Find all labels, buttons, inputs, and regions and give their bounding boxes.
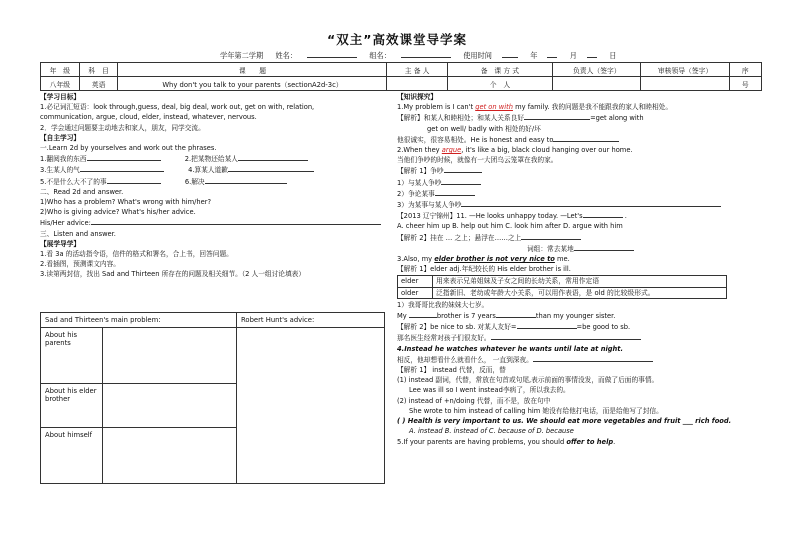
sentence: , it's like a big, black cloud hanging over our home. [461, 146, 633, 155]
method-cell: 个 人 [447, 77, 552, 91]
highlight-word: argue [441, 146, 462, 155]
exam-question: 【2013 辽宁锦州】11. —He looks unhappy today. —Let's [397, 212, 583, 221]
topic-cell: Why don't you talk to your parents（sectionA2d-3c） [118, 77, 387, 91]
sentence: 2.When they [397, 146, 442, 155]
section-heading: 【展学导学】 [40, 239, 81, 248]
guide-line: 1.看 3a 的活动指令语，信件的格式和署名，合上书，回答问题。 [40, 250, 233, 259]
right-column: 【知识探究】 1.My problem is I can't get on with my family. 我的问题是我不能跟我的家人和睦相处。 【解析】和某人和睦相处；和某人关系良好 =get along with get on well/ badly with 相处的好/坏 他很诚实，很容易相处。He is honest and easy to 2.When they argue, it's like a big, black cloud hanging over our home. 当他们争吵的时候，就像有一大团乌云笼罩在我的家。 【解析 1】争吵 1）与某人争吵 2）争论某事 3）为某事与某人争吵 【2013 辽宁锦州】11. —He looks unhappy today. —Let's . A. cheer him up B. help out him C. look him after D. argue with him 【解析 2】挂在 … 之上；悬浮在……之上 词组：常去某地 3.Also, my elder brother is not very nice to me. 【解析 1】elder adj.年纪较长的 His elder brother is ill. elder 用来表示兄弟姐妹及子女之间的长幼关系，常用作定语 older 泛指新旧、老幼或年龄大小关系，可以用作表语，是 old 的比较级形式。 1）我哥哥比我的妹妹大七岁。 My brother is 7 years than my younger sister. 【解析 2】be nice to sb. 对某人友好= =be good to sb. 那名医生经常对孩子们很友好。 4.Instead he watches whatever he wants until late at night. 相反，他却想看什么就看什么， 一直到深夜。 【解析 1】 instead 代替，反而，替 (1) instead 副词，代替，常放在句首或句尾,表示前面的事情没发，而做了后面的事情。 Lee was ill so I went instead李病了，所以我去的。 (2) instead of +n/doing 代替，而不是，放在句中 She wrote to him instead of calling him 她没有给他打电话，而是给他写了封信。 ( ) Health is very important to us. We should eat more vegetables and fruit ___ rich food. A. instead B. instead of C. because of D. because 5.If your parents are having problems, you should offer to help. [397, 92, 767, 447]
row-label: About himself [41, 428, 103, 484]
answer-blank[interactable] [238, 153, 308, 161]
phrase-prompt: 6.解决 [184, 177, 205, 186]
analysis: 【解析】和某人和睦相处；和某人关系良好 [397, 114, 525, 123]
phrase-prompt: 2.把某物还给某人 [184, 155, 238, 164]
group-label: 组名： [369, 51, 391, 60]
answer-blank[interactable] [107, 176, 161, 184]
translation: 相反，他却想看什么就看什么， 一直到深夜。 [397, 355, 533, 364]
answer-cell[interactable] [103, 384, 237, 428]
reviewer-cell [641, 77, 729, 91]
phrase-row [40, 164, 388, 175]
phrase-prompt: 1.翻阅我的东西 [40, 155, 87, 164]
instruction: 二、Read 2d and answer. [40, 187, 124, 196]
analysis: 【解析 2】挂在 … 之上；悬浮在……之上 [397, 233, 522, 242]
header-table [40, 62, 762, 91]
example: Lee was ill so I went instead李病了，所以我去的。 [409, 386, 570, 395]
section-heading: 【自主学习】 [40, 133, 81, 142]
year-label: 年 [530, 51, 538, 60]
note: 词组：常去某地 [527, 244, 574, 253]
header-cell: 年 级 [41, 63, 80, 77]
name-label: 姓名： [275, 51, 298, 60]
answer-blank[interactable] [444, 165, 482, 173]
goal-line: 2．学会通过问题要主动地去和家人，朋友，同学交流。 [40, 123, 205, 132]
question: 2)Who is giving advice? What's his/her advice. [40, 208, 196, 217]
answer-blank[interactable] [435, 188, 475, 196]
definition-cell: 用来表示兄弟姐妹及子女之间的长幼关系，常用作定语 [433, 276, 727, 287]
answer-blank[interactable] [491, 332, 641, 340]
answer-cell[interactable] [103, 328, 237, 384]
highlight-phrase: get on with [475, 103, 513, 112]
example: She wrote to him instead of calling him 她没有给他打电话，而是给他写了封信。 [409, 406, 663, 415]
name-blank[interactable] [307, 50, 357, 58]
exercise: My [397, 312, 407, 321]
header-cell: 序 [729, 63, 761, 77]
exam-question: ( ) Health is very important to us. We should eat more vegetables and fruit ___ rich food. [397, 417, 732, 426]
answer-blank[interactable] [524, 112, 590, 120]
subject-cell: 英语 [79, 77, 118, 91]
analysis: =be good to sb. [576, 323, 631, 332]
number-cell: 号 [729, 77, 761, 91]
note: get on well/ badly with 相处的好/坏 [427, 124, 541, 133]
phrase-prompt: 5.不是什么大不了的事 [40, 177, 107, 186]
header-cell: 备 课 方 式 [447, 63, 552, 77]
answer-blank[interactable] [521, 232, 581, 240]
header-cell: 审核领导（签字） [641, 63, 729, 77]
answer-blank[interactable] [80, 164, 164, 172]
page-title: “双主”高效课堂导学案 [327, 32, 467, 47]
section-heading: 【学习目标】 [40, 93, 81, 101]
row-label: About his parents [41, 328, 103, 384]
answer-blank[interactable] [228, 164, 314, 172]
exercise: than my younger sister. [535, 312, 616, 321]
answer-cell[interactable] [103, 428, 237, 484]
advice-label: His/Her advice: [40, 219, 91, 228]
highlight-phrase: offer to help [566, 437, 614, 446]
options: A. instead B. instead of C. because of D. because [409, 427, 574, 436]
options: A. cheer him up B. help out him C. look him after D. argue with him [397, 222, 623, 231]
exercise: 他很诚实，很容易相处。He is honest and easy to [397, 135, 554, 144]
term-cell: older [398, 287, 433, 298]
answer-blank[interactable] [91, 217, 381, 225]
sentence: me. [554, 255, 570, 264]
group-blank[interactable] [401, 50, 451, 58]
header-cell: 科 目 [79, 63, 118, 77]
answer-blank[interactable] [409, 310, 437, 318]
answer-blank[interactable] [496, 310, 536, 318]
answer-blank[interactable] [583, 210, 623, 218]
header-cell: 主 备 人 [387, 63, 447, 77]
term-cell: elder [398, 276, 433, 287]
answer-blank[interactable] [574, 243, 634, 251]
analysis: 【解析 1】争吵 [397, 167, 444, 176]
phrase-prompt: 4.算某人道歉 [188, 166, 228, 175]
exercise: 1）我哥哥比我的妹妹大七岁。 [397, 300, 489, 309]
answer-blank[interactable] [87, 153, 161, 161]
advice-cell[interactable] [237, 328, 385, 484]
phrase-row [40, 153, 388, 164]
goal-line: communication, argue, cloud, elder, instead, whatever, nervous. [40, 113, 257, 122]
responsible-cell [553, 77, 641, 91]
instruction: 三、Listen and answer. [40, 229, 116, 238]
guide-line: 3.读第两封信，找出 Sad and Thirteen 所存在的问题及相关细节。（2 人一组讨论填表） [40, 270, 306, 279]
sentence: my family. 我的问题是我不能跟我的家人和睦相处。 [512, 103, 673, 112]
highlight-phrase: elder brother is not very nice to [434, 255, 555, 264]
analysis: 【解析 1】 instead 代替，反而，替 [397, 366, 506, 375]
definition-cell: 泛指新旧、老幼或年龄大小关系，可以用作表语，是 old 的比较级形式。 [433, 287, 727, 298]
answer-blank[interactable] [553, 134, 619, 142]
exercise: 那名医生经常对孩子们很友好。 [397, 334, 491, 343]
translation: 当他们争吵的时候，就像有一大团乌云笼罩在我的家。 [397, 156, 558, 165]
sentence: 1.My problem is I can't [397, 103, 476, 112]
day-label: 日 [609, 51, 617, 60]
analysis: =get along with [590, 114, 644, 123]
date-label: 使用时间 [463, 51, 492, 60]
exercise: brother is 7 years [436, 312, 496, 321]
sentence: 5.If your parents are having problems, you should [397, 437, 567, 446]
month-label: 月 [569, 51, 577, 60]
sentence: 4.Instead he watches whatever he wants until late at night. [397, 344, 624, 353]
elder-older-table [397, 275, 727, 298]
problem-advice-table [40, 312, 385, 484]
analysis: 1）与某人争吵 [397, 178, 442, 187]
header-cell: 课 题 [118, 63, 387, 77]
analysis: 【解析 2】be nice to sb. 对某人友好= [397, 323, 517, 332]
analysis: 3）为某事与某人争吵 [397, 201, 462, 210]
sentence: 3.Also, my [397, 255, 435, 264]
sentence: . [613, 437, 616, 446]
answer-blank[interactable] [441, 177, 481, 185]
guide-line: 2.看插图，预测课文内容。 [40, 260, 120, 269]
answer-blank[interactable] [533, 354, 653, 362]
note: (1) instead 副词，代替，常放在句首或句尾,表示前面的事情没发，而做了后面的事情。 [397, 376, 659, 385]
section-heading: 【知识探究】 [397, 93, 438, 101]
instruction: 一.Learn 2d by yourselves and work out the phrases. [40, 144, 217, 153]
semester-label: 学年第二学期 [220, 51, 264, 60]
header-cell: 负责人（签字） [553, 63, 641, 77]
question: 1)Who has a problem? What's wrong with him/her? [40, 198, 212, 207]
grade-cell: 八年级 [41, 77, 80, 91]
preparer-cell [387, 77, 447, 91]
table-header: Robert Hunt's advice: [237, 313, 385, 328]
note: (2) instead of +n/doing 代替，而不是，放在句中 [397, 396, 551, 405]
table-header: Sad and Thirteen's main problem: [41, 313, 237, 328]
goal-line: 1.必记词汇短语：look through,guess, deal, big deal, work out, get on with, relation, [40, 103, 315, 112]
answer-blank[interactable] [517, 321, 577, 329]
phrase-row [40, 176, 388, 187]
meta-line [220, 50, 780, 61]
analysis: 【解析 1】elder adj.年纪较长的 His elder brother is ill. [397, 265, 571, 274]
analysis: 2）争论某事 [397, 189, 435, 198]
phrase-prompt: 3.生某人的气 [40, 166, 80, 175]
row-label: About his elder brother [41, 384, 103, 428]
answer-blank[interactable] [461, 199, 721, 207]
answer-blank[interactable] [205, 176, 287, 184]
left-column [40, 92, 388, 280]
